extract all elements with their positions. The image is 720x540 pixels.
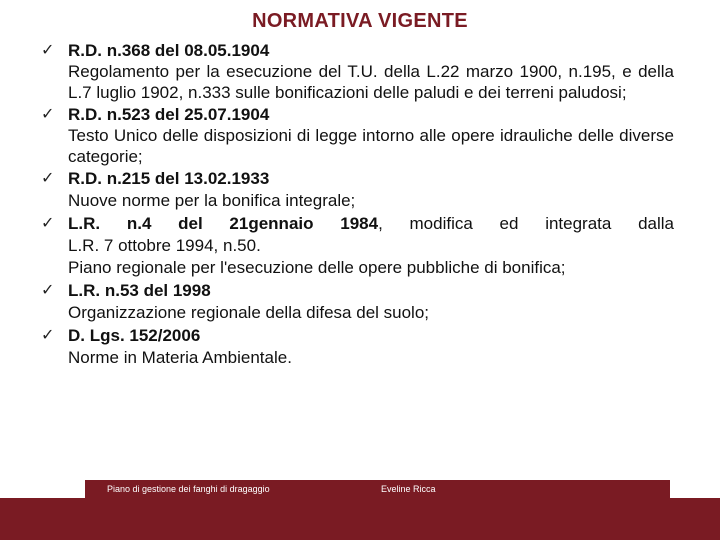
list-item xyxy=(0,324,720,369)
item-heading: R.D. n.368 del 08.05.1904 xyxy=(68,41,270,60)
footer-title: Piano di gestione dei fanghi di dragaggio xyxy=(107,484,270,494)
item-heading-bold: L.R. n.4 del 21gennaio 1984 xyxy=(68,214,379,234)
item-heading-rest: , modifica ed integrata dalla xyxy=(378,214,674,234)
page-title: NORMATIVA VIGENTE xyxy=(252,10,468,32)
item-description: Regolamento per la esecuzione del T.U. della L.22 marzo 1900, n.195, e della L.7 luglio 1902, n.333 sulle bonificazioni delle paludi e dei terreni paludosi; xyxy=(68,62,674,102)
checkmark-icon: ✓ xyxy=(41,106,55,124)
list-item xyxy=(0,39,720,103)
item-heading xyxy=(68,212,674,235)
checkmark-icon: ✓ xyxy=(41,170,55,188)
list-item xyxy=(0,212,720,279)
checkmark-icon: ✓ xyxy=(41,215,55,233)
footer-author: Eveline Ricca xyxy=(381,484,436,494)
item-description: Nuove norme per la bonifica integrale; xyxy=(68,191,356,211)
item-description: Norme in Materia Ambientale. xyxy=(68,348,292,368)
item-heading: D. Lgs. 152/2006 xyxy=(68,326,201,346)
list-item xyxy=(0,167,720,212)
regulation-list xyxy=(0,39,720,369)
list-item xyxy=(0,279,720,324)
item-heading: R.D. n.215 del 13.02.1933 xyxy=(68,169,270,189)
list-item xyxy=(0,103,720,167)
checkmark-icon: ✓ xyxy=(41,42,55,59)
item-description: Testo Unico delle disposizioni di legge intorno alle opere idrauliche delle diverse categorie; xyxy=(68,126,674,166)
checkmark-icon: ✓ xyxy=(41,327,55,345)
item-heading-continuation: L.R. 7 ottobre 1994, n.50. xyxy=(68,236,261,256)
item-description: Piano regionale per l'esecuzione delle opere pubbliche di bonifica; xyxy=(68,258,566,278)
item-description: Organizzazione regionale della difesa del suolo; xyxy=(68,303,430,323)
item-heading: L.R. n.53 del 1998 xyxy=(68,281,211,301)
item-heading: R.D. n.523 del 25.07.1904 xyxy=(68,105,270,125)
checkmark-icon: ✓ xyxy=(41,282,55,300)
